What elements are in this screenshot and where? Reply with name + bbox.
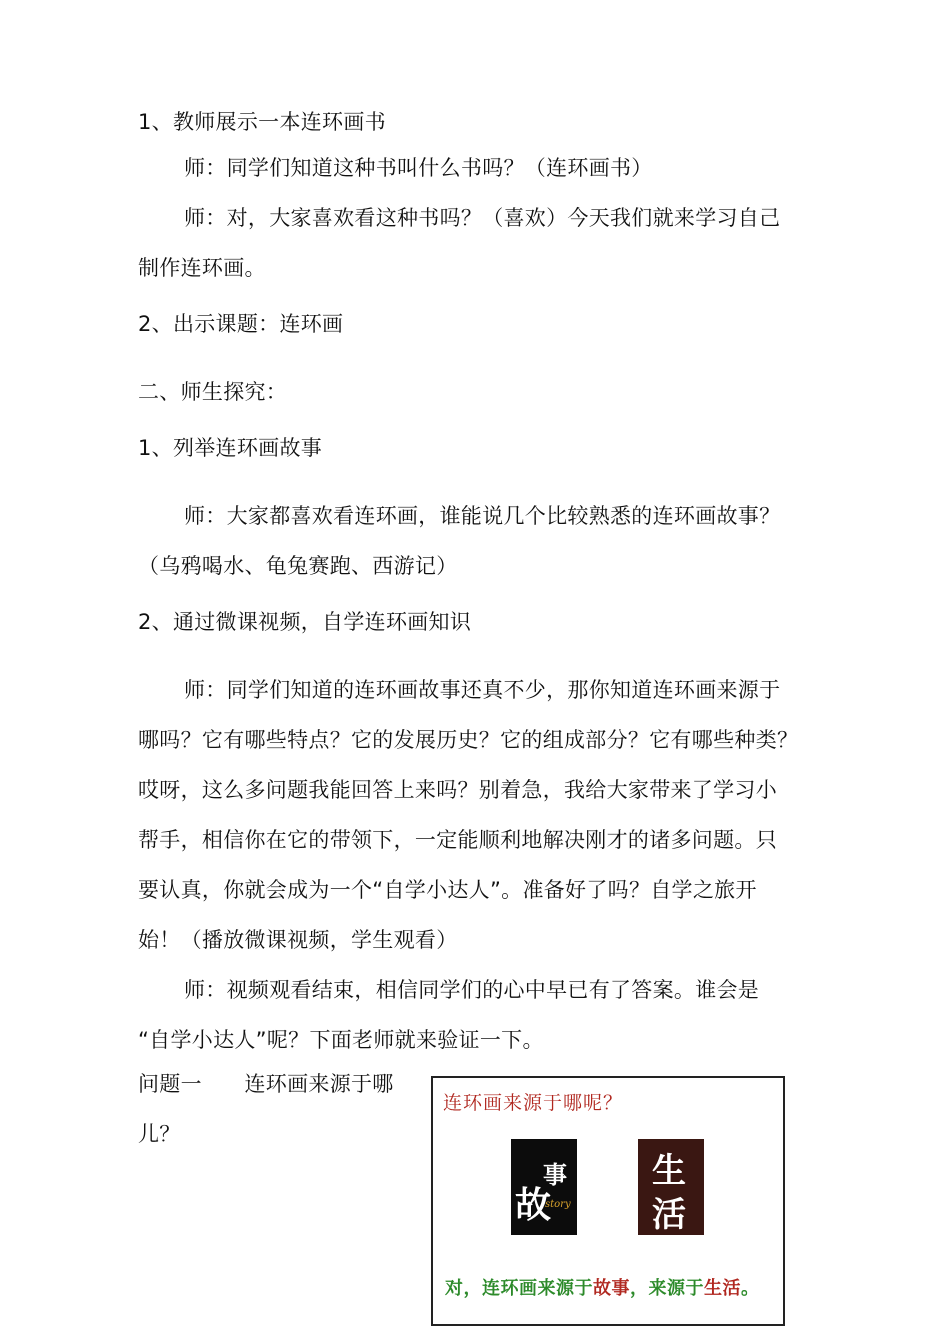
dialogue-line: 师：同学们知道的连环画故事还真不少，那你知道连环画来源于 bbox=[184, 678, 781, 702]
slide-figure bbox=[431, 1076, 785, 1326]
figure-title: 连环画来源于哪呢？ bbox=[443, 1092, 624, 1114]
life-calligraphy-image bbox=[638, 1139, 704, 1235]
dialogue-line: 师：视频观看结束，相信同学们的心中早已有了答案。谁会是 bbox=[184, 978, 760, 1002]
step-heading: 1、列举连环画故事 bbox=[138, 436, 323, 460]
life-char-top: 生 bbox=[652, 1151, 686, 1191]
caption-text: ，来源于 bbox=[630, 1278, 704, 1299]
life-char-bottom: 活 bbox=[652, 1195, 686, 1235]
figure-caption bbox=[445, 1274, 760, 1300]
dialogue-line: 师：大家都喜欢看连环画，谁能说几个比较熟悉的连环画故事？ bbox=[184, 504, 781, 528]
dialogue-line-cont: 要认真，你就会成为一个“自学小达人”。准备好了吗？自学之旅开 bbox=[138, 878, 757, 902]
dialogue-line-cont: 哎呀，这么多问题我能回答上来吗？别着急，我给大家带来了学习小 bbox=[138, 778, 777, 802]
question-heading: 问题一 连环画来源于哪 bbox=[138, 1072, 394, 1096]
dialogue-line-cont: 始！（播放微课视频，学生观看） bbox=[138, 928, 458, 952]
dialogue-line: 师：对，大家喜欢看这种书吗？（喜欢）今天我们就来学习自己 bbox=[184, 206, 781, 230]
caption-highlight-story: 故事 bbox=[593, 1278, 630, 1299]
dialogue-line-cont: 帮手，相信你在它的带领下，一定能顺利地解决刚才的诸多问题。只 bbox=[138, 828, 777, 852]
story-char-small: 事 bbox=[543, 1160, 567, 1189]
step-2-heading: 2、出示课题：连环画 bbox=[138, 312, 344, 336]
section-heading: 二、师生探究： bbox=[138, 380, 288, 404]
caption-text: 对，连环画来源于 bbox=[445, 1278, 593, 1299]
caption-text: 。 bbox=[741, 1278, 760, 1299]
dialogue-line-cont: 制作连环画。 bbox=[138, 256, 266, 280]
story-english: story bbox=[545, 1199, 571, 1210]
story-calligraphy-image bbox=[511, 1139, 577, 1235]
dialogue-line-cont: （乌鸦喝水、龟兔赛跑、西游记） bbox=[138, 554, 458, 578]
story-char-big: 故 bbox=[515, 1184, 552, 1226]
step-heading: 2、通过微课视频，自学连环画知识 bbox=[138, 610, 472, 634]
caption-highlight-life: 生活 bbox=[704, 1278, 741, 1299]
dialogue-line: 师：同学们知道这种书叫什么书吗？（连环画书） bbox=[184, 156, 653, 180]
question-heading-cont: 儿？ bbox=[138, 1122, 181, 1146]
dialogue-line-cont: 哪吗？它有哪些特点？它的发展历史？它的组成部分？它有哪些种类？ bbox=[138, 728, 799, 752]
dialogue-line-cont: “自学小达人”呢？下面老师就来验证一下。 bbox=[138, 1028, 544, 1052]
step-1-heading: 1、教师展示一本连环画书 bbox=[138, 110, 386, 134]
